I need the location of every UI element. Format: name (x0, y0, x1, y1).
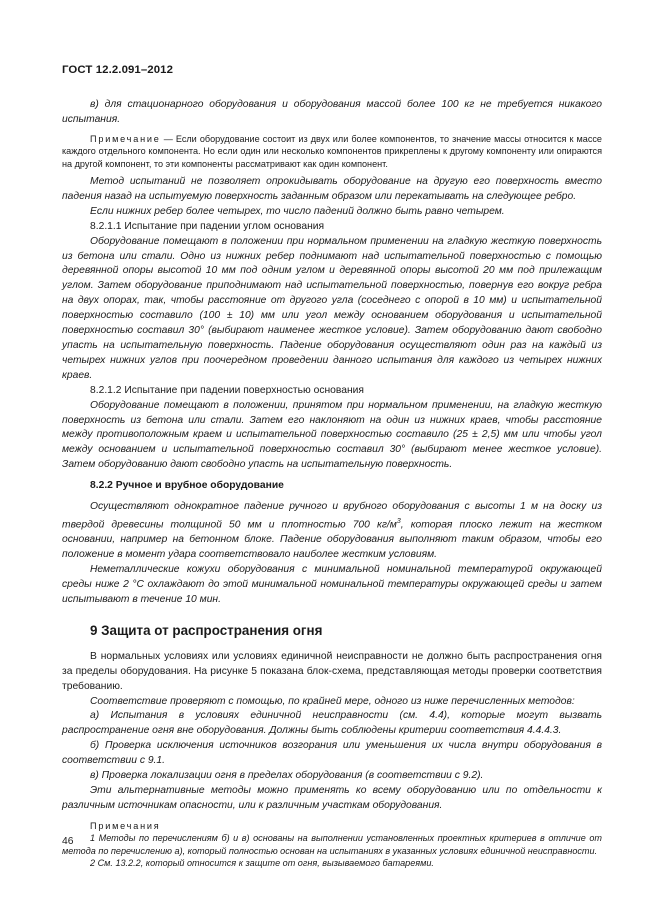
paragraph: Осуществляют однократное падение ручного и врубного оборудования с высоты 1 м на доску из твердой древесины толщиной 50 мм и плотностью 700 $кг/м^3$, которая плоско лежит на жестком основании, например на бетонном блоке. Падение оборудования выполняют таким образом, чтобы его положение в момент удара соответствовало наиболее жестким условиям. (62, 501, 602, 561)
paragraph: Соответствие проверяют с помощью, по крайней мере, одного из ниже перечисленных методов: (90, 695, 575, 707)
page-number: 46 (62, 836, 74, 847)
notes-label: Примечания (90, 820, 161, 831)
paragraph: Метод испытаний не позволяет опрокидывать оборудование на другую его поверхность вместо падения назад на испытуемую поверхность заданным образом или перекатывать на следующее ребро. (62, 176, 602, 202)
chapter-heading: 9 Защита от распространения огня (90, 622, 323, 638)
list-item: в) Проверка локализации огня в пределах оборудования (в соответствии с 9.2). (90, 770, 484, 782)
subsection-heading: 8.2.1.1 Испытание при падении углом основания (90, 220, 325, 232)
note-label: Примечание (90, 133, 161, 144)
note (62, 133, 602, 170)
paragraph: в) для стационарного оборудования и оборудования массой более 100 кг не требуется никакого испытания. (62, 99, 602, 125)
section-heading: 8.2.2 Ручное и врубное оборудование (90, 480, 284, 492)
note-item: 2 См. 13.2.2, который относится к защите от огня, вызываемого батареями. (90, 858, 434, 869)
document-header: ГОСТ 12.2.091–2012 (62, 64, 174, 76)
paragraph: Неметаллические кожухи оборудования с минимальной номинальной температурой окружающей среды ниже 2 °С охлаждают до этой минимальной номинальной температуры окружающей среды и затем испытывают в течение 10 мин. (62, 564, 602, 605)
document-page (62, 64, 602, 869)
note-item: 1 Методы по перечислениям б) и в) основаны на выполнении установленных проектных критериев в отличие от метода по перечислению а), который полностью основан на испытаниях в указанных условиях единичной неисправности. (62, 833, 602, 856)
list-item: б) Проверка исключения источников возгорания или уменьшения их числа внутри оборудования в соответствии с 9.1. (62, 740, 602, 767)
paragraph: Эти альтернативные методы можно применять ко всему оборудованию или по отдельности к различным источникам опасности, или к различным участкам оборудования. (62, 784, 602, 811)
paragraph: Оборудование помещают в положении, принятом при нормальном применении, на гладкую жесткую поверхность из бетона или стали. Затем его наклоняют на один из нижних краев, чтобы расстояние между противоположным краем и испытательной поверхностью составило (25 ± 2,5) мм или чтобы угол между основанием и испытательной поверхностью составил 30° (выбирают менее жесткое условие). Затем оборудованию дают свободно упасть на испытательную поверхность. (62, 399, 602, 471)
paragraph: В нормальных условиях или условиях единичной неисправности не должно быть распространения огня за пределы оборудования. На рисунке 5 показана блок-схема, представляющая методы проверки соответствия требованию. (62, 650, 602, 692)
paragraph: Если нижних ребер более четырех, то число падений должно быть равно четырем. (90, 205, 505, 217)
note-text: — Если оборудование состоит из двух или более компонентов, то значение массы относится к массе каждого отдельного компонента. Но если один или несколько компонентов прикреплены к другому компоненту или опираются на другой компонент, то эти компоненты рассматривают как один компонент. (62, 133, 602, 169)
paragraph: Оборудование помещают в положении при нормальном применении на гладкую жесткую поверхность из бетона или стали. Одно из нижних ребер поднимают над испытательной поверхностью с помощью деревянной опоры высотой 10 мм под одним углом и деревянной опоры высотой 20 мм под прилежащим углом. Затем оборудование приподнимают над испытательной поверхностью, повернув его вокруг ребра на двух опорах, так, чтобы расстояние от другого угла (соседнего с опорой в 10 мм) и испытательной поверхностью составило (100 ± 10) мм или угол между основанием оборудования и испытательной поверхностью составил 30° (выбирают наименее жесткое условие). Затем оборудованию дают свободно упасть на испытательную поверхность. Падение оборудования осуществляют один раз на каждый из четырех нижних углов при поочередном проведении данного испытания для каждого из четырех нижних краев. (62, 235, 602, 381)
subsection-heading: 8.2.1.2 Испытание при падении поверхностью основания (90, 384, 364, 396)
list-item: а) Испытания в условиях единичной неисправности (см. 4.4), которые могут вызвать распространение огня вне оборудования. Должны быть соблюдены критерии соответствия 4.4.4.3. (62, 710, 602, 737)
